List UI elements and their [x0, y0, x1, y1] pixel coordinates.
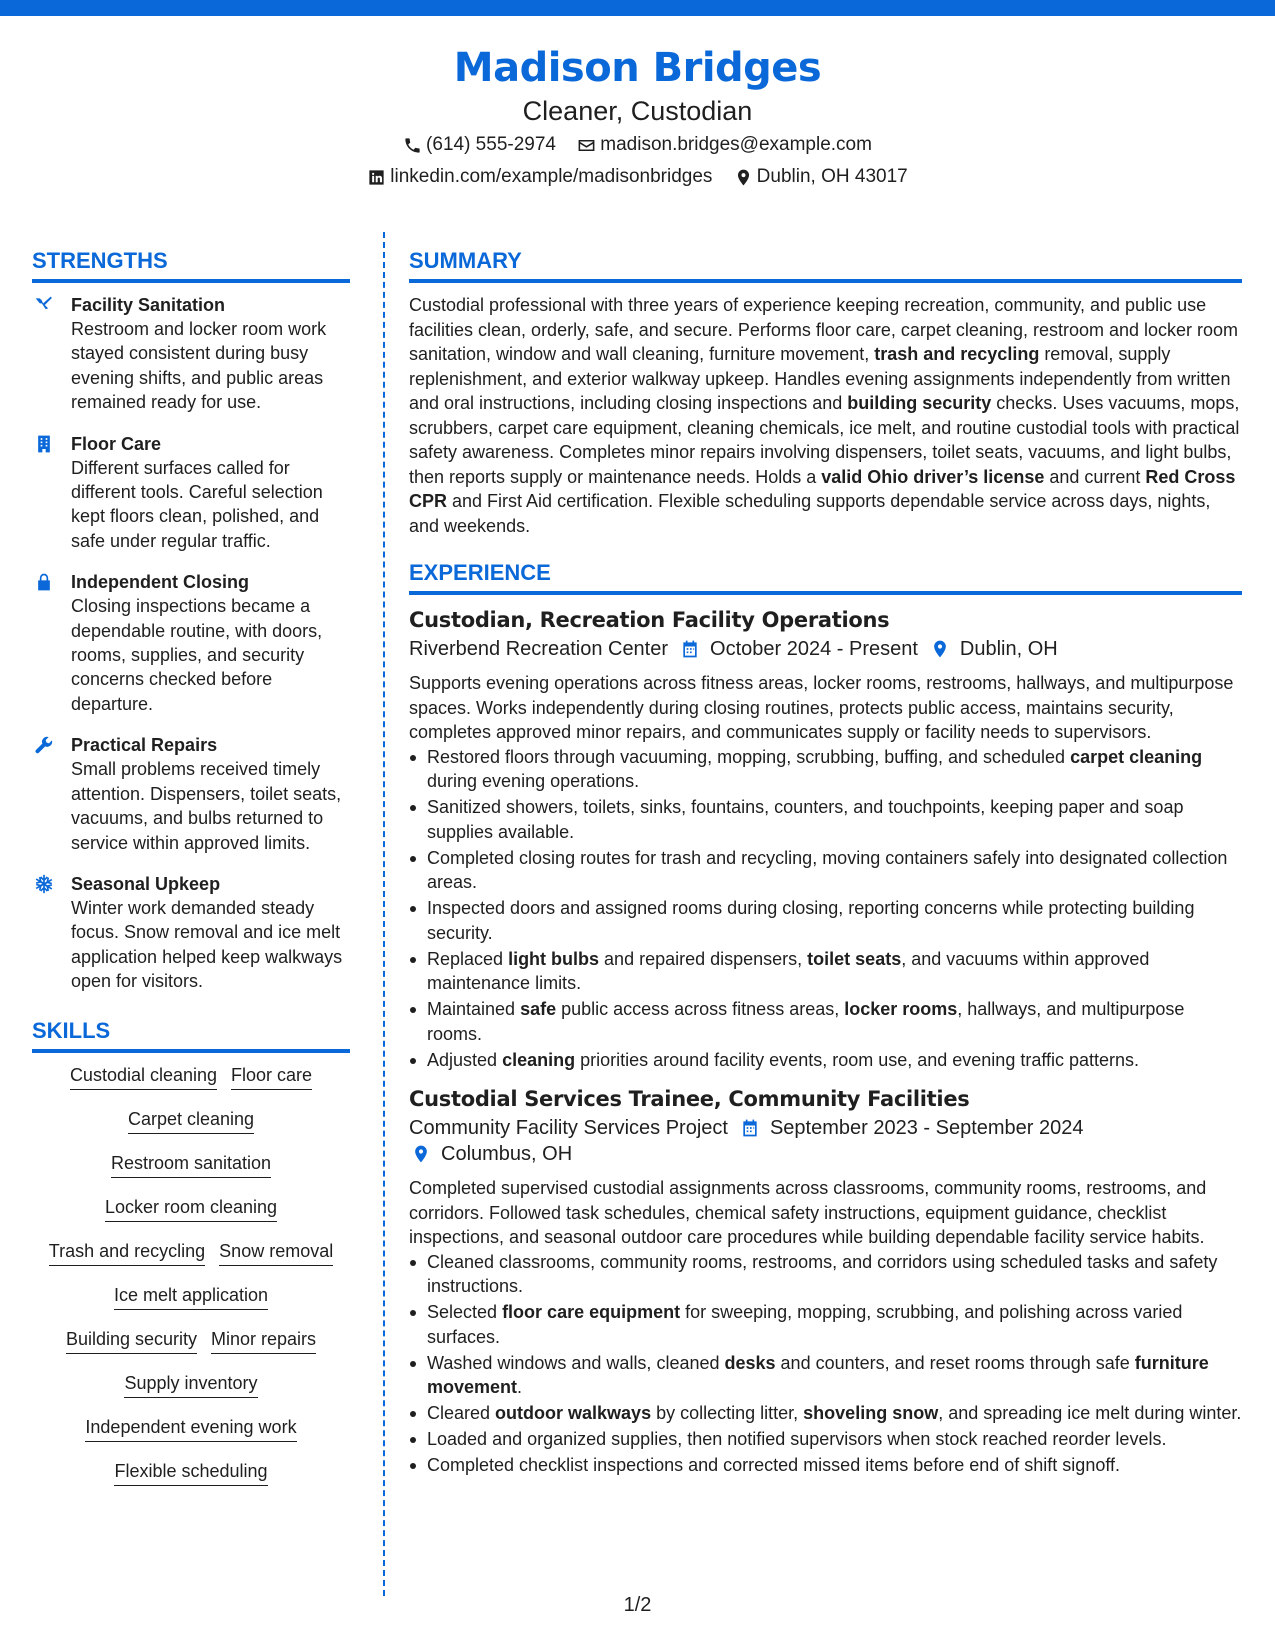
bold-keyword: Red Cross CPR [409, 466, 1236, 511]
phone-icon [403, 136, 422, 155]
job-description: Completed supervised custodial assignments across classrooms, community rooms, restrooms, and corridors. Followed task schedules, chemical safety instructions, equipment guidance, checklist inspections, and seasonal outdoor care procedures while building dependable facility service habits. [409, 1178, 1207, 1247]
experience-heading: EXPERIENCE [409, 558, 1242, 595]
skill-row [32, 1107, 350, 1134]
bullet-item: Loaded and organized supplies, then notified supervisors when stock reached reorder levels. [409, 1427, 1242, 1452]
contact-row-1 [0, 130, 1275, 160]
bold-keyword: trash and recycling [874, 344, 1040, 364]
lock-icon [34, 572, 54, 592]
skill-tag: Trash and recycling [49, 1239, 205, 1266]
bold-keyword: cleaning [502, 1049, 576, 1070]
job-company: Riverbend Recreation Center [409, 638, 669, 660]
bullet-item: Replaced light bulbs and repaired dispensers, toilet seats, and vacuums within approved maintenance limits. [409, 947, 1242, 996]
top-accent-bar [0, 0, 1275, 16]
skill-tag: Flexible scheduling [114, 1459, 267, 1486]
job-bullets [409, 745, 1242, 1073]
right-column [409, 246, 1242, 1479]
skill-tag: Custodial cleaning [70, 1063, 217, 1090]
location-text: Dublin, OH 43017 [756, 166, 908, 188]
strength-title: Facility Sanitation [71, 295, 226, 315]
bold-keyword: desks [724, 1352, 776, 1373]
job-description: Supports evening operations across fitness areas, locker rooms, restrooms, hallways, and multipurpose spaces. Works independently during closing routines, protects public access, maintains security, completes approved minor repairs, and communicates supply or facility needs to supervisors. [409, 673, 1234, 742]
map-pin-icon [411, 1144, 431, 1164]
job-company: Community Facility Services Project [409, 1117, 728, 1139]
bold-keyword: building security [847, 393, 992, 413]
skill-tag: Supply inventory [124, 1371, 257, 1398]
strength-desc: Closing inspections became a dependable routine, with doors, rooms, supplies, and security concerns checked before departure. [71, 596, 323, 714]
job-title: Custodian, Recreation Facility Operations [409, 608, 890, 632]
strength-title: Practical Repairs [71, 735, 218, 756]
skill-row [32, 1327, 350, 1354]
skill-tag: Independent evening work [85, 1415, 296, 1442]
job-title: Custodial Services Trainee, Community Facilities [409, 1087, 970, 1111]
envelope-icon [577, 136, 596, 155]
bullet-item: Selected floor care equipment for sweeping, mopping, scrubbing, and polishing across varied surfaces. [409, 1300, 1242, 1349]
strength-item [32, 872, 350, 994]
bullet-item: Completed closing routes for trash and recycling, moving containers safely into designated collection areas. [409, 846, 1242, 895]
job-dates: September 2023 - September 2024 [738, 1115, 1084, 1141]
summary-heading: SUMMARY [409, 246, 1242, 283]
skill-row [32, 1151, 350, 1178]
skill-row [32, 1415, 350, 1442]
email-contact[interactable] [577, 130, 872, 160]
job-entry [409, 1084, 1242, 1478]
bold-keyword: shoveling snow [803, 1403, 939, 1423]
candidate-role: Cleaner, Custodian [522, 96, 753, 126]
candidate-name: Madison Bridges [453, 45, 822, 91]
strength-title: Seasonal Upkeep [71, 873, 221, 894]
job-meta [409, 636, 1242, 662]
linkedin-text: linkedin.com/example/madisonbridges [390, 166, 713, 188]
bullet-item: Inspected doors and assigned rooms during closing, reporting concerns while protecting building security. [409, 896, 1242, 945]
bullet-item: Restored floors through vacuuming, mopping, scrubbing, buffing, and scheduled carpet cleaning during evening operations. [409, 745, 1242, 794]
skill-tag: Floor care [231, 1063, 312, 1090]
bullet-item: Cleared outdoor walkways by collecting litter, shoveling snow, and spreading ice melt during winter. [409, 1401, 1242, 1426]
strength-item [32, 570, 350, 716]
skill-row [32, 1371, 350, 1398]
strength-item [32, 432, 350, 554]
strength-item [32, 293, 350, 415]
skill-row [32, 1283, 350, 1310]
location-contact [734, 162, 908, 192]
bold-keyword: outdoor walkways [495, 1403, 652, 1423]
skill-row [32, 1459, 350, 1486]
skill-tag: Locker room cleaning [105, 1195, 277, 1222]
linkedin-icon [367, 168, 386, 187]
bold-keyword: floor care equipment [502, 1302, 681, 1322]
calendar-icon [740, 1118, 760, 1138]
bold-keyword: locker rooms [844, 999, 958, 1019]
skill-tag: Snow removal [219, 1239, 333, 1266]
job-location: Columbus, OH [409, 1141, 572, 1167]
skill-row [32, 1195, 350, 1222]
bullet-item: Maintained safe public access across fitness areas, locker rooms, hallways, and multipurpose rooms. [409, 997, 1242, 1046]
bold-keyword: furniture movement [427, 1352, 1209, 1397]
experience-list [409, 605, 1242, 1478]
bullet-item: Cleaned classrooms, community rooms, restrooms, and corridors using scheduled tasks and safety instructions. [409, 1250, 1242, 1299]
summary-text: Custodial professional with three years of experience keeping recreation, community, and public use facilities clean, orderly, safe, and secure. Performs floor care, carpet cleaning, restroom and locker room sanitation, window and wall cleaning, furniture movement, trash and recycling removal, supply replenishment, and exterior walkway upkeep. Handles evening assignments independently from written and oral instructions, including closing inspections and building security checks. Uses vacuums, mops, scrubbers, carpet care equipment, cleaning chemicals, ice melt, and routine custodial tools with practical safety awareness. Completes minor repairs involving dispensers, toilet seats, vacuums, and light bulbs, then reports supply or maintenance needs. Holds a valid Ohio driver’s license and current Red Cross CPR and First Aid certification. Flexible scheduling supports dependable service across days, nights, and weekends. [409, 295, 1240, 536]
strength-title: Floor Care [71, 433, 162, 454]
bullet-item: Completed checklist inspections and corrected missed items before end of shift signoff. [409, 1453, 1242, 1478]
skill-tag: Minor repairs [211, 1327, 316, 1354]
phone-text: (614) 555-2974 [426, 134, 556, 155]
skill-tag: Building security [66, 1327, 197, 1354]
bold-keyword: safe [520, 999, 557, 1019]
strength-desc: Small problems received timely attention. Dispensers, toilet seats, vacuums, and bulbs returned to service within approved limits. [71, 759, 342, 853]
wrench-icon [34, 735, 54, 755]
bullet-item: Sanitized showers, toilets, sinks, fountains, counters, and touchpoints, keeping paper and soap supplies available. [409, 795, 1242, 844]
bold-keyword: light bulbs [508, 948, 600, 969]
bullet-item: Adjusted cleaning priorities around facility events, room use, and evening traffic patterns. [409, 1048, 1242, 1073]
job-bullets [409, 1250, 1242, 1478]
snowflake-icon [34, 874, 54, 894]
skills-heading: SKILLS [32, 1016, 350, 1053]
page-number: 1/2 [623, 1594, 652, 1616]
job-entry [409, 605, 1242, 1072]
linkedin-contact[interactable] [367, 162, 712, 192]
map-pin-icon [930, 639, 950, 659]
skill-row [32, 1063, 350, 1090]
column-divider [383, 232, 385, 1596]
bold-keyword: carpet cleaning [1070, 746, 1203, 767]
bold-keyword: valid Ohio driver’s license [821, 466, 1045, 487]
job-meta [409, 1115, 1242, 1167]
bullet-item: Washed windows and walls, cleaned desks and counters, and reset rooms through safe furniture movement. [409, 1351, 1242, 1400]
strength-title: Independent Closing [71, 572, 249, 593]
map-pin-icon [734, 168, 753, 187]
phone-contact [403, 130, 556, 160]
left-column [32, 246, 350, 1503]
job-location: Dublin, OH [928, 636, 1058, 662]
broom-icon [34, 295, 54, 315]
bold-keyword: toilet seats [807, 948, 902, 969]
email-text: madison.bridges@example.com [600, 134, 872, 155]
skill-row [32, 1239, 350, 1266]
skills-list [32, 1063, 350, 1486]
contact-row-2 [0, 162, 1275, 192]
skill-tag: Ice melt application [114, 1283, 268, 1310]
job-dates: October 2024 - Present [678, 636, 918, 662]
strength-desc: Restroom and locker room work stayed consistent during busy evening shifts, and public areas remained ready for use. [71, 319, 327, 413]
strength-desc: Different surfaces called for different tools. Careful selection kept floors clean, polished, and safe under regular traffic. [71, 457, 323, 551]
skill-tag: Carpet cleaning [128, 1107, 254, 1134]
strength-desc: Winter work demanded steady focus. Snow removal and ice melt application helped keep walkways open for visitors. [71, 897, 343, 992]
building-icon [34, 434, 54, 454]
resume-header [0, 42, 1275, 192]
skill-tag: Restroom sanitation [111, 1151, 271, 1178]
strengths-heading: STRENGTHS [32, 246, 350, 283]
calendar-icon [680, 639, 700, 659]
strength-item [32, 733, 350, 855]
